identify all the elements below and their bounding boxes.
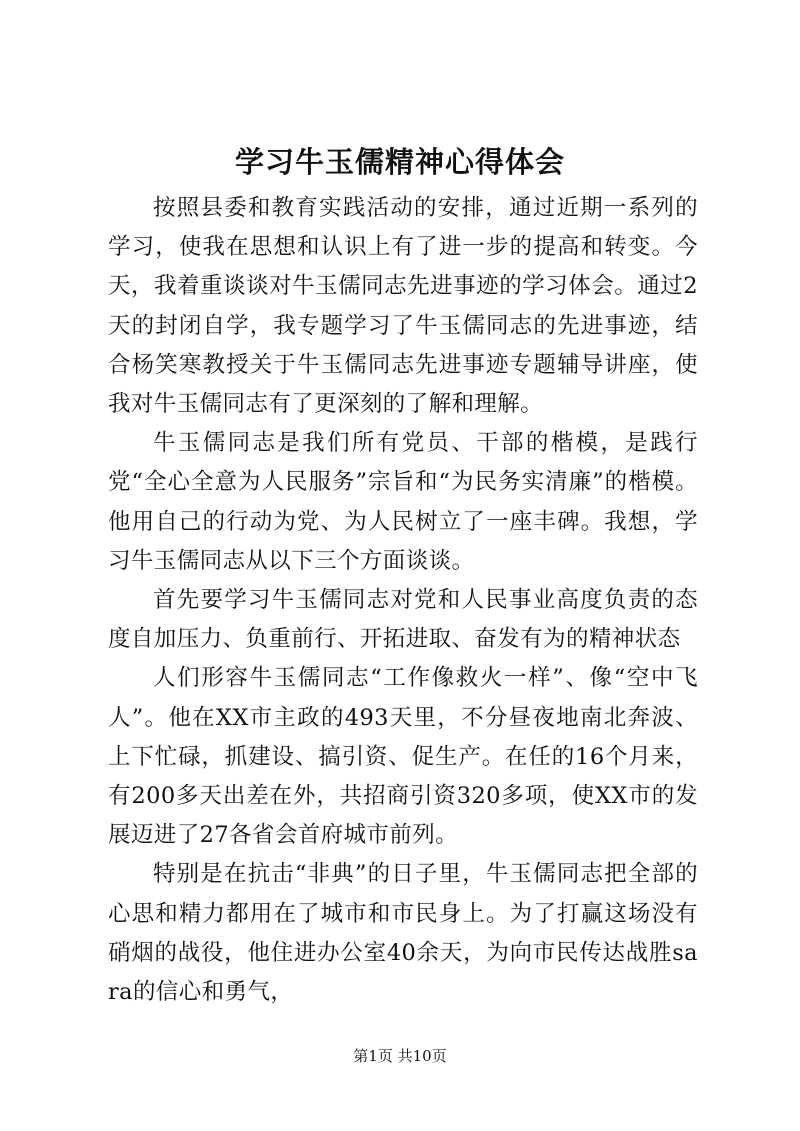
document-title: 学习牛玉儒精神心得体会	[234, 145, 565, 179]
document-body	[108, 189, 698, 1012]
paragraph-4: 人们形容牛玉儒同志“工作像救火一样”、像“空中飞人”。他在XX市主政的493天里，不分昼夜地南北奔波、上下忙碌，抓建设、搞引资、促生产。在任的16个月来，有200多天出差在外，共招商引资320多项，使XX市的发展迈进了27各省会首府城市前列。	[108, 665, 698, 849]
paragraph-2: 牛玉儒同志是我们所有党员、干部的楷模，是践行党“全心全意为人民服务”宗旨和“为民务实清廉”的楷模。他用自己的行动为党、为人民树立了一座丰碑。我想，学习牛玉儒同志从以下三个方面谈谈。	[108, 430, 698, 574]
paragraph-3: 首先要学习牛玉儒同志对党和人民事业高度负责的态度自加压力、负重前行、开拓进取、奋发有为的精神状态	[108, 587, 698, 653]
paragraph-5: 特别是在抗击“非典”的日子里，牛玉儒同志把全部的心思和精力都用在了城市和市民身上。为了打赢这场没有硝烟的战役，他住进办公室40余天，为向市民传达战胜sara的信心和勇气，	[108, 861, 698, 1006]
paragraph-1: 按照县委和教育实践活动的安排，通过近期一系列的学习，使我在思想和认识上有了进一步的提高和转变。今天，我着重谈谈对牛玉儒同志先进事迹的学习体会。通过2天的封闭自学，我专题学习了牛玉儒同志的先进事迹，结合杨笑寒教授关于牛玉儒同志先进事迹专题辅导讲座，使我对牛玉儒同志有了更深刻的了解和理解。	[108, 195, 698, 418]
page-number-footer: 第1页 共10页	[353, 1047, 447, 1065]
